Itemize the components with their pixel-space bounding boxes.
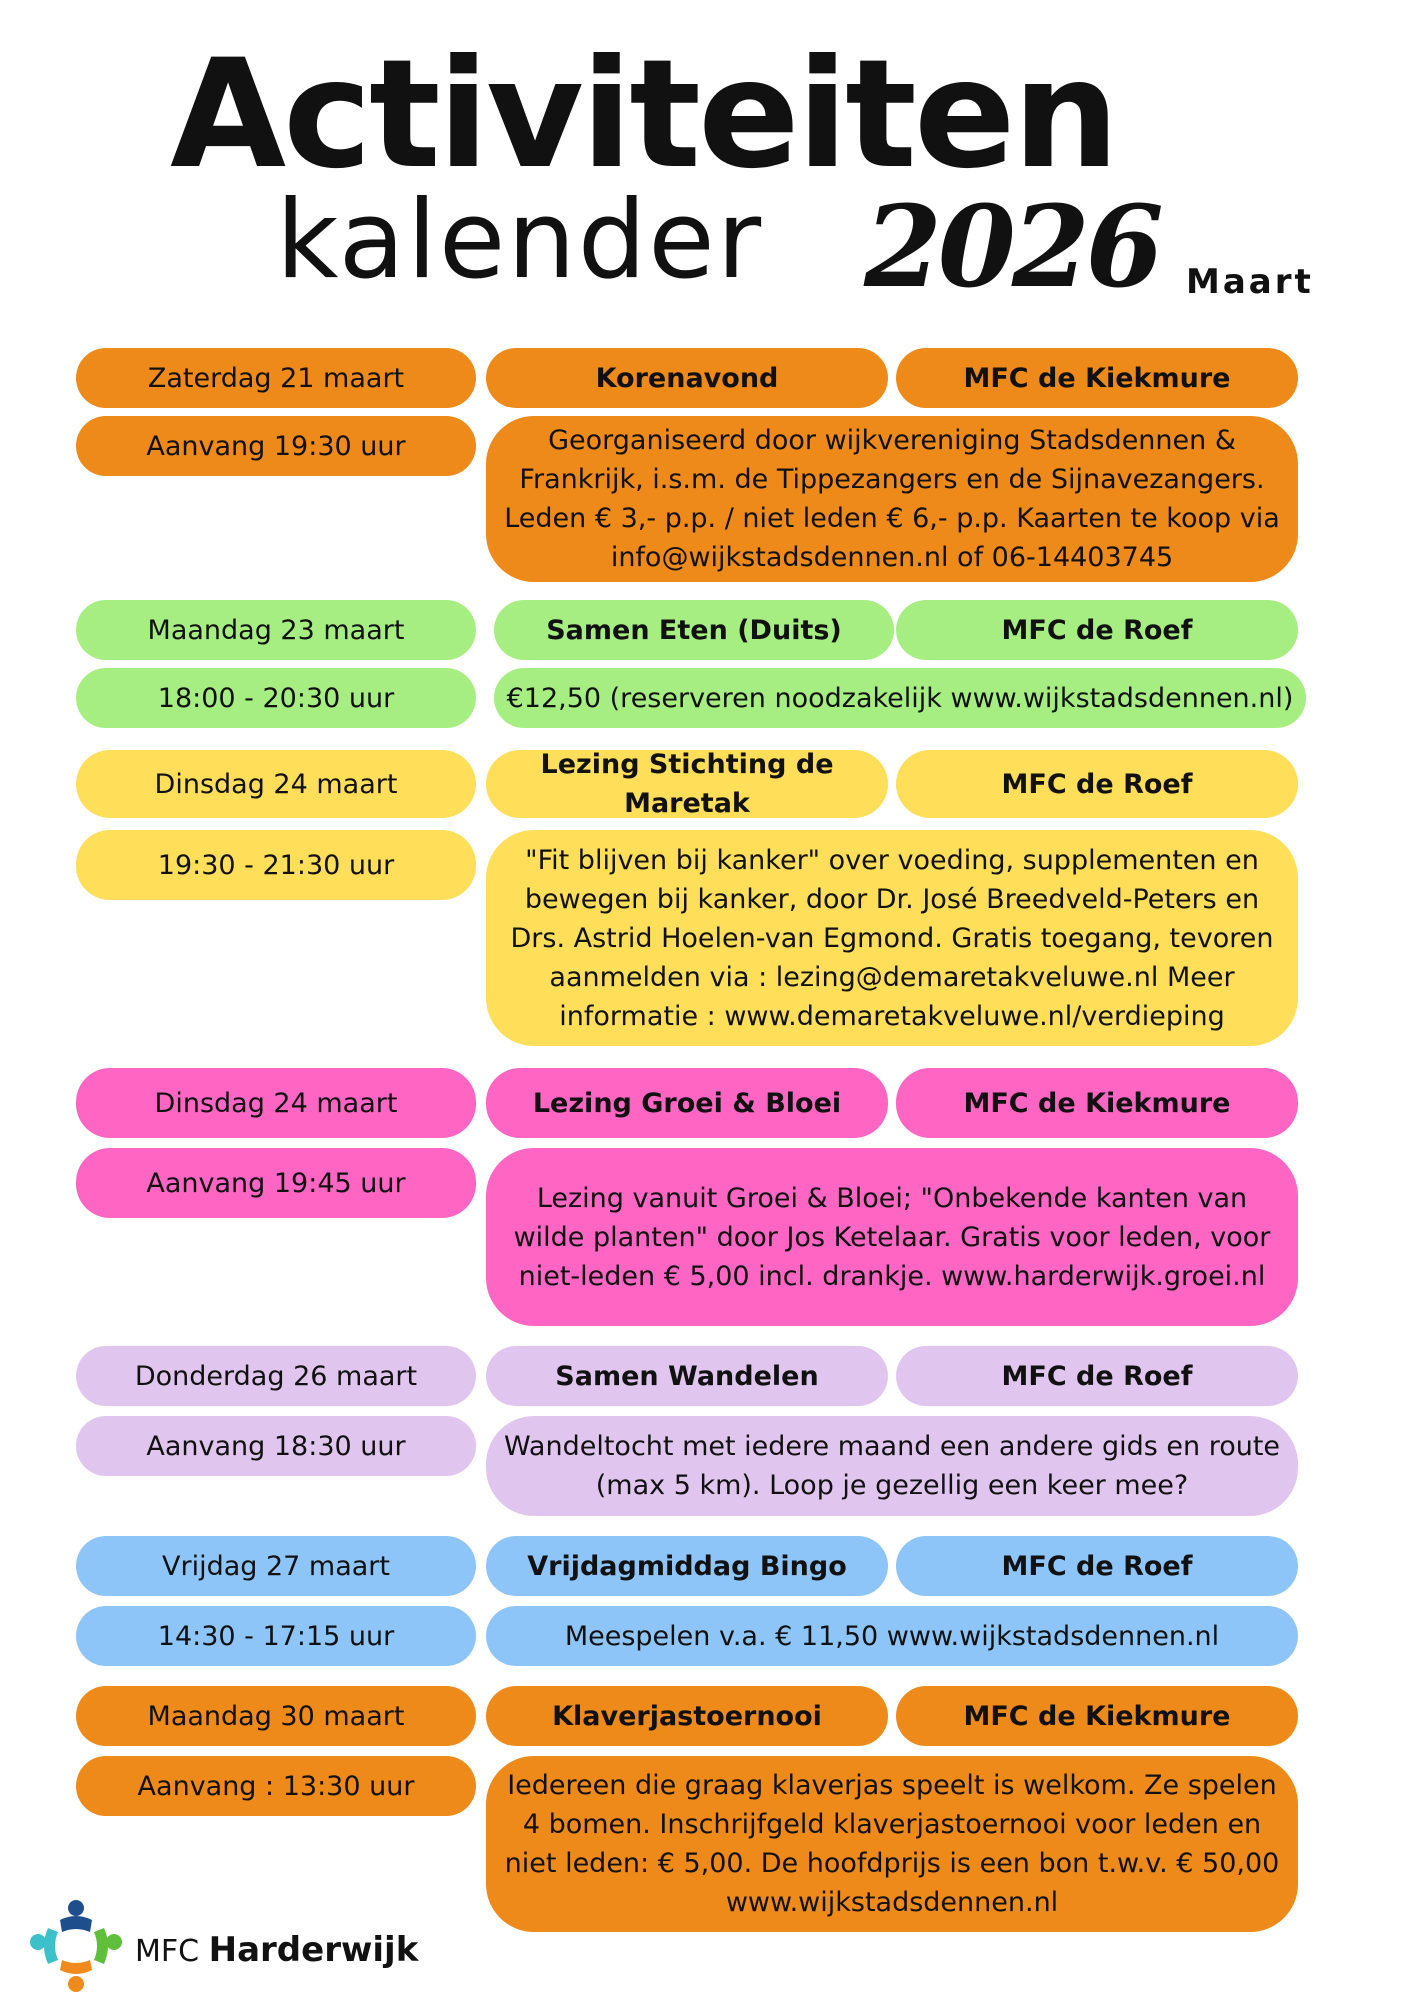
- event-description: "Fit blijven bij kanker" over voeding, supplementen en bewegen bij kanker, door Dr. José Breedveld-Peters en Drs. Astrid Hoelen-van Egmond. Gratis toegang, tevoren aanmelden via : lezing@demaretakveluwe.nl Meer informatie : www.demaretakveluwe.nl/verdieping: [486, 830, 1298, 1046]
- event-location: MFC de Roef: [896, 1346, 1298, 1406]
- event-time: Aanvang 19:30 uur: [76, 416, 476, 476]
- event-location: MFC de Roef: [896, 600, 1298, 660]
- event-date: Vrijdag 27 maart: [76, 1536, 476, 1596]
- event-location: MFC de Kiekmure: [896, 1686, 1298, 1746]
- event-description: €12,50 (reserveren noodzakelijk www.wijkstadsdennen.nl): [494, 668, 1306, 728]
- event-time: Aanvang 18:30 uur: [76, 1416, 476, 1476]
- event-time: 19:30 - 21:30 uur: [76, 830, 476, 900]
- month-label: Maart: [1186, 262, 1314, 302]
- event-title: Vrijdagmiddag Bingo: [486, 1536, 888, 1596]
- event-date: Dinsdag 24 maart: [76, 1068, 476, 1138]
- event-title: Lezing Stichting de Maretak: [486, 750, 888, 818]
- event-description: Wandeltocht met iedere maand een andere gids en route (max 5 km). Loop je gezellig een keer mee?: [486, 1416, 1298, 1516]
- page-title: Activiteiten: [170, 28, 1117, 202]
- event-date: Dinsdag 24 maart: [76, 750, 476, 818]
- event-time: Aanvang : 13:30 uur: [76, 1756, 476, 1816]
- event-description: Georganiseerd door wijkvereniging Stadsdennen & Frankrijk, i.s.m. de Tippezangers en de Sijnavezangers. Leden € 3,- p.p. / niet leden € 6,- p.p. Kaarten te koop via info@wijkstadsdennen.nl of 06-14403745: [486, 416, 1298, 582]
- logo-prefix: MFC: [135, 1934, 200, 1969]
- year-label: 2026: [864, 182, 1160, 313]
- event-description: Iedereen die graag klaverjas speelt is welkom. Ze spelen 4 bomen. Inschrijfgeld klaverjastoernooi voor leden en niet leden: € 5,00. De hoofdprijs is een bon t.w.v. € 50,00 www.wijkstadsdennen.nl: [486, 1756, 1298, 1932]
- event-date: Maandag 23 maart: [76, 600, 476, 660]
- logo-name: Harderwijk: [208, 1930, 419, 1970]
- page-subtitle: kalender: [276, 178, 764, 303]
- event-description: Meespelen v.a. € 11,50 www.wijkstadsdennen.nl: [486, 1606, 1298, 1666]
- event-date: Donderdag 26 maart: [76, 1346, 476, 1406]
- event-title: Samen Wandelen: [486, 1346, 888, 1406]
- event-description: Lezing vanuit Groei & Bloei; "Onbekende kanten van wilde planten" door Jos Ketelaar. Gratis voor leden, voor niet-leden € 5,00 incl. drankje. www.harderwijk.groei.nl: [486, 1148, 1298, 1326]
- event-date: Maandag 30 maart: [76, 1686, 476, 1746]
- event-time: Aanvang 19:45 uur: [76, 1148, 476, 1218]
- logo-text: [135, 1930, 418, 1972]
- event-location: MFC de Roef: [896, 750, 1298, 818]
- event-location: MFC de Roef: [896, 1536, 1298, 1596]
- event-location: MFC de Kiekmure: [896, 1068, 1298, 1138]
- event-title: Samen Eten (Duits): [494, 600, 894, 660]
- event-time: 18:00 - 20:30 uur: [76, 668, 476, 728]
- mfc-logo-icon: [24, 1898, 134, 1994]
- event-title: Korenavond: [486, 348, 888, 408]
- event-location: MFC de Kiekmure: [896, 348, 1298, 408]
- event-time: 14:30 - 17:15 uur: [76, 1606, 476, 1666]
- event-title: Lezing Groei & Bloei: [486, 1068, 888, 1138]
- event-date: Zaterdag 21 maart: [76, 348, 476, 408]
- event-title: Klaverjastoernooi: [486, 1686, 888, 1746]
